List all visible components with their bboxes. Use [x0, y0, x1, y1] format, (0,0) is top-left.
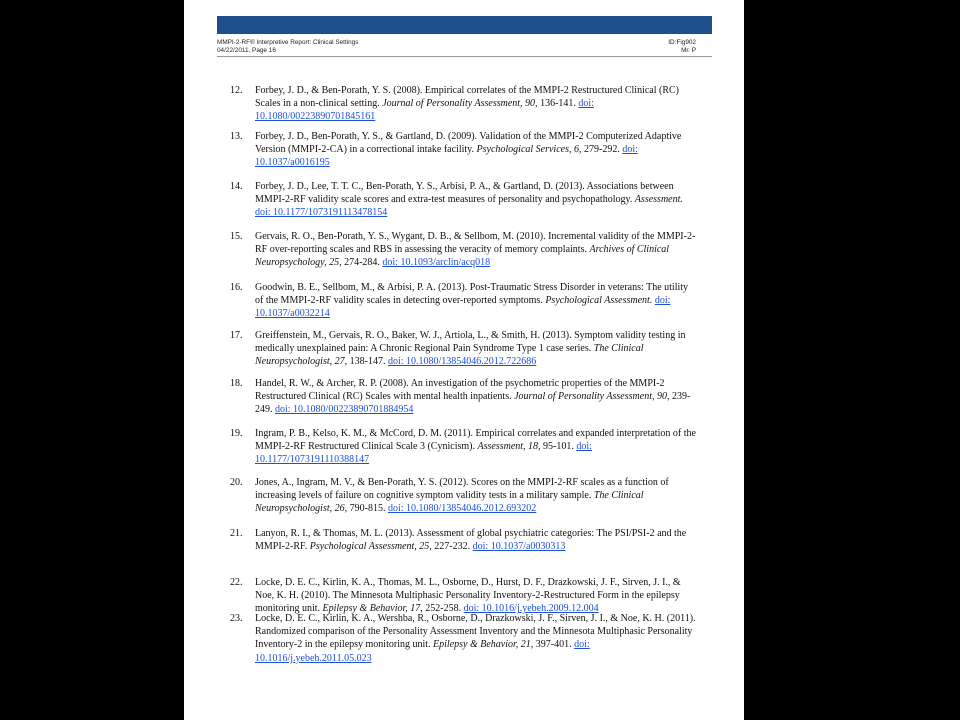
- report-date-page: 04/22/2011, Page 16: [217, 46, 276, 54]
- reference-number: 23.: [230, 613, 243, 624]
- doi-link[interactable]: doi: 10.1177/1073191110388147: [255, 441, 592, 466]
- reference-number: 12.: [230, 85, 243, 96]
- reference-journal: Journal of Personality Assessment, 90,: [514, 391, 670, 403]
- reference-text: Lanyon, R. I., & Thomas, M. L. (2013). Assessment of global psychiatric categories: The PSI/PSI-2 and the MMPI-2-RF.: [255, 528, 687, 553]
- header-left: [217, 39, 358, 54]
- header-bar: [217, 16, 712, 34]
- doi-link[interactable]: doi: 10.1080/00223890701884954: [275, 404, 414, 416]
- reference-item: [227, 281, 697, 329]
- reference-journal: Psychological Assessment, 25,: [309, 541, 432, 553]
- doi-link[interactable]: doi: 10.1037/a0016195: [255, 144, 638, 169]
- reference-journal: The Clinical Neuropsychologist, 26,: [255, 490, 644, 515]
- reference-number: 15.: [230, 231, 243, 242]
- reference-text: Locke, D. E. C., Kirlin, K. A., Wershba, R., Osborne, D., Drazkowski, J. F., Sirven, J. I., & Noe, K. H. (2011). Randomized comparison of the Personality Assessment Inventory and the Minnesota Multiphasic Personality Inventory-2 in the epilepsy monitoring unit.: [255, 613, 696, 651]
- reference-number: 21.: [230, 528, 243, 539]
- reference-pages: 95-101.: [540, 441, 577, 453]
- reference-journal: Psychological Services, 6,: [476, 144, 582, 156]
- reference-number: 19.: [230, 428, 243, 439]
- doi-link[interactable]: doi: 10.1080/13854046.2012.722686: [387, 356, 537, 368]
- doi-link[interactable]: doi: 10.1016/j.yebeh.2011.05.023: [255, 639, 590, 664]
- reference-pages: 227-232.: [431, 541, 473, 553]
- reference-pages: 136-141.: [537, 98, 579, 110]
- reference-journal: Psychological Assessment.: [545, 295, 653, 307]
- reference-number: 14.: [230, 181, 243, 192]
- reference-pages: 274-284.: [341, 257, 383, 269]
- reference-text: Goodwin, B. E., Sellbom, M., & Arbisi, P. A. (2013). Post-Traumatic Stress Disorder in veterans: The utility of the MMPI-2-RF validity scales in detecting over-reported symptoms.: [255, 282, 689, 307]
- report-client-name: Mr. P: [681, 46, 696, 54]
- reference-journal: Assessment.: [634, 194, 683, 206]
- reference-number: 16.: [230, 282, 243, 293]
- reference-journal: Journal of Personality Assessment, 90,: [382, 98, 538, 110]
- reference-text: Locke, D. E. C., Kirlin, K. A., Thomas, M. L., Osborne, D., Hurst, D. F., Drazkowski, J. F., Sirven, J. I., & Noe, K. H. (2010). The Minnesota Multiphasic Personality Inventory-2-Restructured Form in the epilepsy monitoring unit.: [255, 577, 681, 615]
- doi-link[interactable]: doi: 10.1080/00223890701845161: [255, 98, 594, 123]
- reference-journal: Assessment, 18,: [477, 441, 541, 453]
- reference-journal: The Clinical Neuropsychologist, 27,: [255, 343, 644, 368]
- reference-text: Forbey, J. D., & Ben-Porath, Y. S. (2008). Empirical correlates of the MMPI-2 Restructured Clinical (RC) Scales in a non-clinical setting.: [255, 85, 679, 110]
- doi-link[interactable]: doi: 10.1093/arclin/acq018: [382, 257, 491, 269]
- header-right: [668, 39, 696, 54]
- reference-journal: Archives of Clinical Neuropsychology, 25,: [255, 244, 670, 269]
- reference-item: [227, 427, 697, 476]
- reference-text: Ingram, P. B., Kelso, K. M., & McCord, D. M. (2011). Empirical correlates and expanded interpretation of the MMPI-2-RF Restructured Clinical Scale 3 (Cynicism).: [255, 428, 696, 453]
- reference-text: Jones, A., Ingram, M. V., & Ben-Porath, Y. S. (2012). Scores on the MMPI-2-RF scales as a function of increasing levels of failure on cognitive symptom validity tests in a military sample.: [255, 477, 669, 502]
- doi-link[interactable]: doi: 10.1080/13854046.2012.693202: [387, 503, 537, 515]
- doi-link[interactable]: doi: 10.1016/j.yebeh.2009.12.004: [463, 603, 599, 615]
- reference-item: [227, 230, 697, 281]
- reference-number: 13.: [230, 131, 243, 142]
- reference-item: [227, 180, 697, 230]
- doi-link[interactable]: doi: 10.1177/1073191113478154: [255, 207, 388, 219]
- report-id: ID:Fig902: [668, 39, 696, 46]
- reference-text: Handel, R. W., & Archer, R. P. (2008). An investigation of the psychometric properties of the MMPI-2 Restructured Clinical (RC) Scales with mental health inpatients.: [255, 378, 665, 403]
- reference-item: [227, 329, 697, 377]
- reference-item: [227, 130, 697, 180]
- reference-number: 18.: [230, 378, 243, 389]
- doi-link[interactable]: doi: 10.1037/a0030313: [472, 541, 566, 553]
- reference-journal: Epilepsy & Behavior, 21,: [433, 639, 534, 651]
- reference-item: [227, 377, 697, 427]
- reference-pages: 252-258.: [422, 603, 464, 615]
- reference-pages: 397-401.: [533, 639, 575, 651]
- reference-text: Gervais, R. O., Ben-Porath, Y. S., Wygant, D. B., & Sellbom, M. (2010). Incremental validity of the MMPI-2-RF over-reporting scales and RBS in assessing the veracity of memory complaints.: [255, 231, 696, 256]
- report-page: [184, 0, 744, 720]
- reference-number: 17.: [230, 330, 243, 341]
- reference-list: [227, 84, 697, 711]
- reference-item: [227, 476, 697, 527]
- header-divider: [217, 56, 712, 57]
- reference-text: Greiffenstein, M., Gervais, R. O., Baker, W. J., Artiola, L., & Smith, H. (2013). Symptom validity testing in medically unexplained pain: A Chronic Regional Pain Syndrome Type 1 case series.: [255, 330, 686, 355]
- reference-pages: 790-815.: [347, 503, 388, 515]
- reference-pages: 239-249.: [255, 391, 691, 416]
- reference-pages: 279-292.: [581, 144, 623, 156]
- reference-number: 22.: [230, 577, 243, 588]
- reference-item: [227, 576, 697, 615]
- reference-text: Forbey, J. D., Lee, T. T. C., Ben-Porath, Y. S., Arbisi, P. A., & Gartland, D. (2013). Associations between MMPI-2-RF validity scale scores and extra-test measures of personality and psychopathology.: [255, 181, 674, 206]
- reference-pages: 138-147.: [347, 356, 388, 368]
- reference-text: Forbey, J. D., Ben-Porath, Y. S., & Gartland, D. (2009). Validation of the MMPI-2 Computerized Adaptive Version (MMPI-2-CA) in a correctional intake facility.: [255, 131, 682, 156]
- reference-item: [227, 612, 697, 664]
- doi-link[interactable]: doi: 10.1037/a0032214: [255, 295, 671, 320]
- reference-item: [227, 527, 697, 576]
- reference-item: [227, 661, 697, 711]
- report-title: MMPI-2-RF® Interpretive Report: Clinical Settings: [217, 39, 359, 46]
- reference-item: [227, 84, 697, 130]
- reference-journal: Epilepsy & Behavior, 17,: [322, 603, 423, 615]
- reference-number: 20.: [230, 477, 243, 488]
